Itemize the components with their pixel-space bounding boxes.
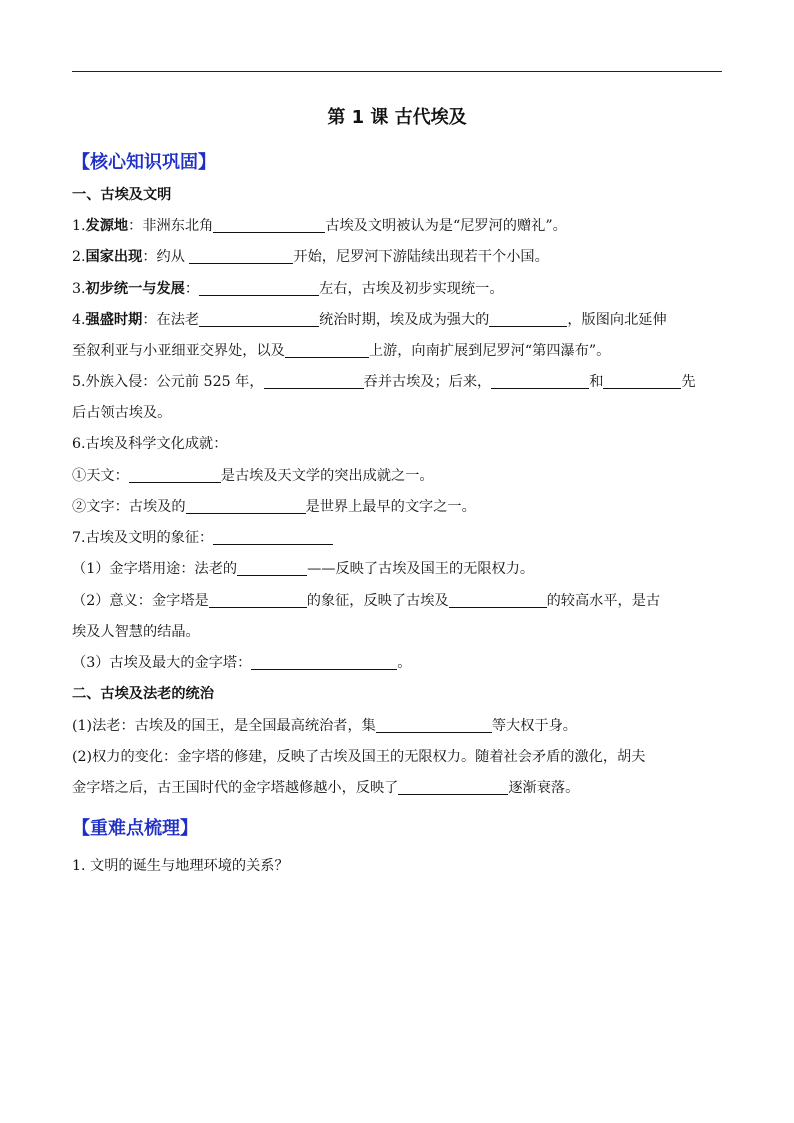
blank-1[interactable] — [213, 217, 325, 233]
blank-7[interactable] — [213, 529, 333, 545]
item-3-number: 3. — [72, 281, 86, 297]
item-5-line2: 后占领古埃及。 — [72, 405, 172, 421]
part2-item-1-text-a: (1)法老：古埃及的国王，是全国最高统治者，集 — [72, 718, 376, 734]
item-3-text-a: ： — [184, 281, 200, 297]
item-7-3 — [72, 653, 722, 673]
item-7-2-line2: 埃及人智慧的结晶。 — [72, 624, 200, 640]
item-6-2-text-b: 是世界上最早的文字之一。 — [305, 499, 476, 515]
item-7-1-text-a: （1）金字塔用途：法老的 — [72, 561, 238, 577]
item-7-1-text-b: ——反映了古埃及国王的无限权力。 — [307, 561, 535, 577]
item-5 — [72, 372, 722, 392]
blank-7d[interactable] — [251, 654, 397, 670]
part2-item-2-line2-text-b: 逐渐衰落。 — [508, 780, 580, 796]
item-5-text-d: 先 — [681, 374, 696, 390]
section-core-heading: 【核心知识巩固】 — [72, 152, 216, 173]
item-3-text-b: 左右，古埃及初步实现统一。 — [319, 281, 504, 297]
item-2-keyword: 国家出现 — [85, 249, 143, 265]
item-5-text-a: 5.外族入侵：公元前 525 年， — [72, 374, 264, 390]
item-6-2-text-a: ②文字：古埃及的 — [72, 499, 186, 515]
item-1 — [72, 216, 722, 236]
blank-7b[interactable] — [209, 592, 307, 608]
blank-p1[interactable] — [376, 717, 492, 733]
part2-item-1 — [72, 716, 722, 736]
part2-item-2-line2-text-a: 金字塔之后，古王国时代的金字塔越修越小，反映了 — [72, 780, 399, 796]
item-6-1-text-b: 是古埃及天文学的突出成就之一。 — [220, 468, 434, 484]
item-4-keyword: 强盛时期 — [85, 312, 143, 328]
blank-2[interactable] — [189, 248, 293, 264]
item-4 — [72, 310, 722, 330]
item-7-3-text-a: （3）古埃及最大的金字塔： — [72, 655, 252, 671]
item-5-text-c: 和 — [589, 374, 604, 390]
item-1-keyword: 发源地 — [85, 218, 129, 234]
item-6-2 — [72, 497, 722, 517]
page-title: 第 1 课 古代埃及 — [327, 107, 467, 128]
question-1: 1. 文明的诞生与地理环境的关系？ — [72, 858, 289, 874]
blank-p2[interactable] — [398, 779, 508, 795]
item-7-text: 7.古埃及文明的象征： — [72, 530, 214, 546]
section-key-heading: 【重难点梳理】 — [72, 818, 198, 839]
item-4-number: 4. — [72, 312, 86, 328]
blank-4a[interactable] — [199, 311, 319, 327]
blank-6b[interactable] — [186, 498, 306, 514]
item-7-2-text-b: 的象征，反映了古埃及 — [306, 593, 449, 609]
item-4-line2-text-b: 上游，向南扩展到尼罗河“第四瀑布”。 — [368, 343, 611, 359]
item-4-text-a: ：在法老 — [142, 312, 200, 328]
blank-4c[interactable] — [285, 342, 369, 358]
item-4-line2 — [72, 341, 722, 361]
item-7 — [72, 528, 722, 548]
item-4-text-b: 统治时期，埃及成为强大的 — [319, 312, 490, 328]
blank-7c[interactable] — [449, 592, 547, 608]
item-4-text-c: ，版图向北延伸 — [567, 312, 667, 328]
item-2-text-a: ：约从 — [142, 249, 190, 265]
item-1-text-b: 古埃及文明被认为是“尼罗河的赠礼”。 — [325, 218, 567, 234]
blank-5a[interactable] — [264, 373, 364, 389]
part2-item-2: (2)权力的变化：金字塔的修建，反映了古埃及国王的无限权力。随着社会矛盾的激化，胡夫 — [72, 749, 646, 765]
item-5-text-b: 吞并古埃及；后来， — [363, 374, 492, 390]
item-7-2-text-a: （2）意义：金字塔是 — [72, 593, 209, 609]
item-7-2-text-c: 的较高水平，是古 — [546, 593, 661, 609]
item-7-2 — [72, 591, 722, 611]
blank-3[interactable] — [199, 280, 319, 296]
item-6-1 — [72, 466, 722, 486]
item-4-line2-text-a: 至叙利亚与小亚细亚交界处，以及 — [72, 343, 285, 359]
item-3 — [72, 279, 722, 299]
part2-item-2-line2 — [72, 778, 722, 798]
item-1-number: 1. — [72, 218, 86, 234]
item-2-text-b: 开始，尼罗河下游陆续出现若干个小国。 — [293, 249, 549, 265]
blank-4b[interactable] — [489, 311, 567, 327]
item-1-text-a: ：非洲东北角 — [128, 218, 214, 234]
item-6: 6.古埃及科学文化成就： — [72, 436, 228, 452]
item-2 — [72, 247, 722, 267]
blank-7a[interactable] — [237, 560, 307, 576]
part1-heading: 一、古埃及文明 — [72, 187, 172, 203]
item-7-1 — [72, 559, 722, 579]
blank-6a[interactable] — [129, 467, 221, 483]
item-6-1-text-a: ①天文： — [72, 468, 129, 484]
part2-item-1-text-b: 等大权于身。 — [491, 718, 577, 734]
part2-heading: 二、古埃及法老的统治 — [72, 686, 214, 702]
header-rule — [72, 71, 722, 72]
item-3-keyword: 初步统一与发展 — [85, 281, 185, 297]
item-2-number: 2. — [72, 249, 86, 265]
item-7-3-text-b: 。 — [397, 655, 412, 671]
blank-5c[interactable] — [603, 373, 681, 389]
blank-5b[interactable] — [491, 373, 589, 389]
